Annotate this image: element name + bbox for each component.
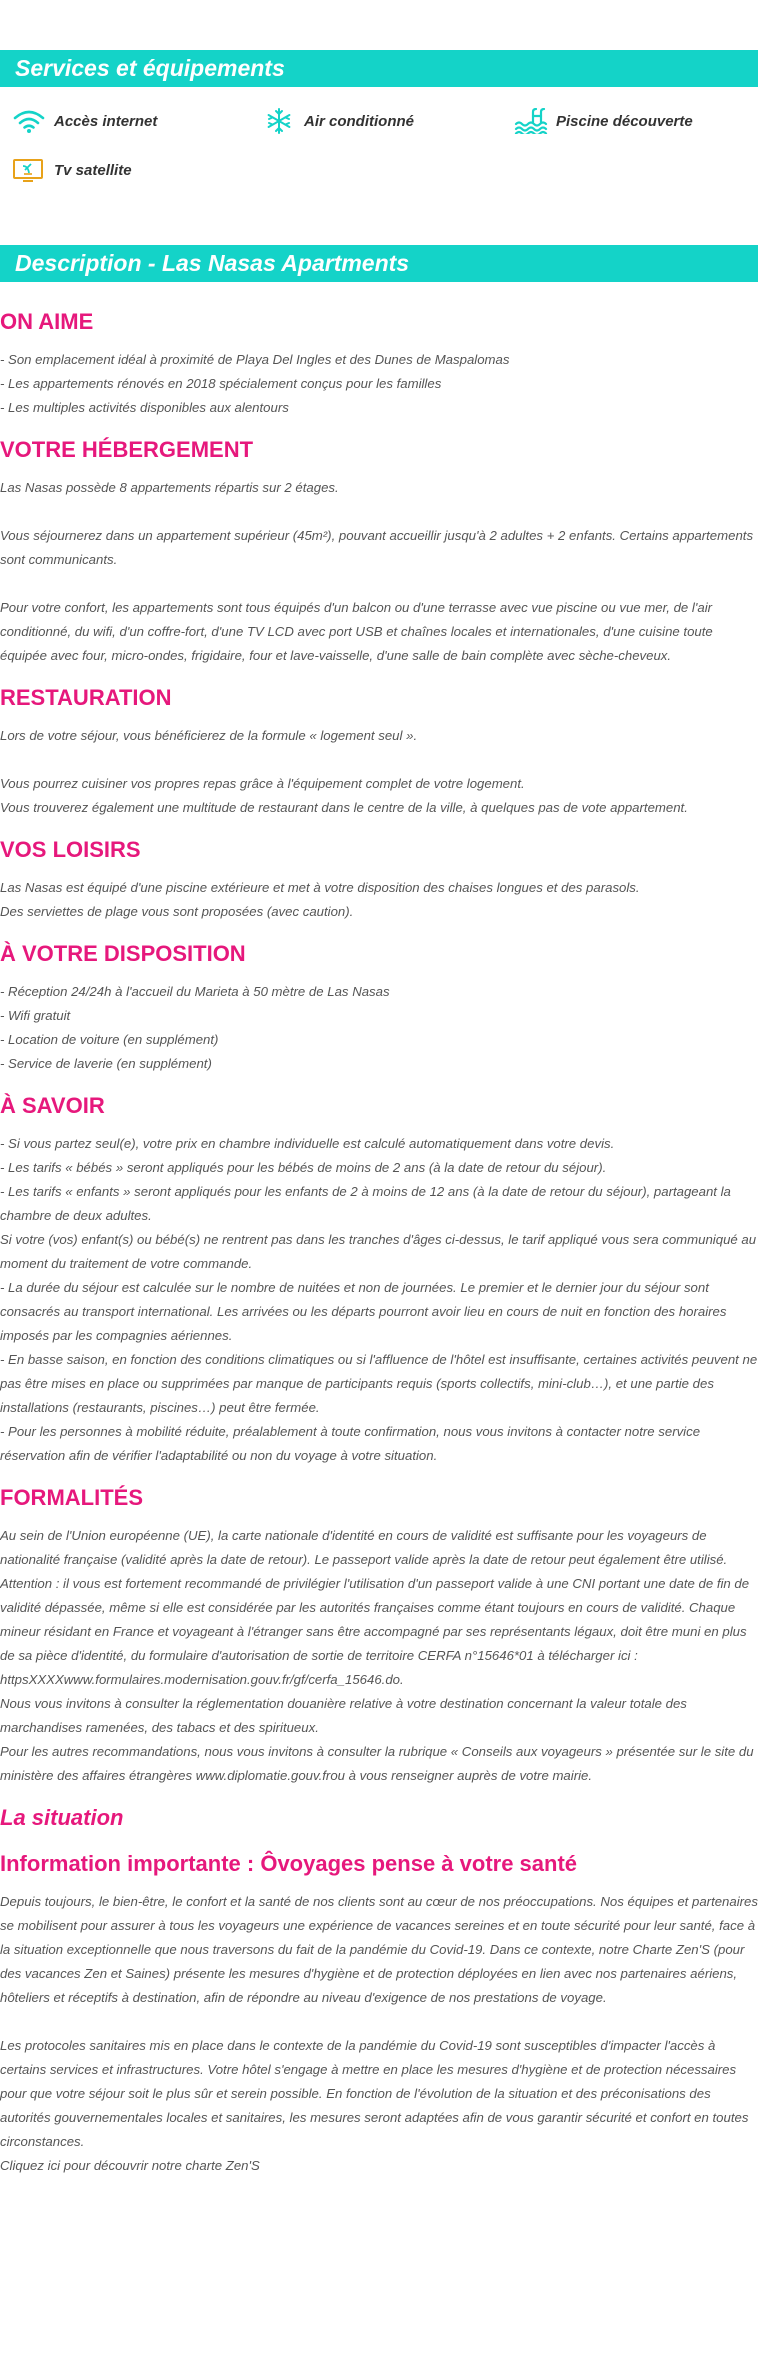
amenity-tv-satellite	[12, 157, 132, 183]
tv-satellite-icon	[12, 157, 46, 183]
disposition-line: - Wifi gratuit	[0, 1008, 71, 1023]
hebergement-paragraph: Las Nasas possède 8 appartements répartis sur 2 étages.	[0, 480, 339, 495]
loisirs-paragraph: Des serviettes de plage vous sont proposées (avec caution).	[0, 904, 354, 919]
section-heading-info-sante: Information importante : Ôvoyages pense à votre santé	[0, 1851, 578, 1876]
section-heading-situation: La situation	[0, 1805, 124, 1830]
info-paragraph: Depuis toujours, le bien-être, le confort et la santé de nos clients sont au cœur de nos préoccupations. Nos équipes et partenaires se mobilisent pour assurer à tous les voyageurs une expérience de vacances sereines et en toute sécurité pour leur santé, face à la situation exceptionnelle que nous traversons du fait de la pandémie du Covid-19. Dans ce contexte, notre Charte Zen'S (pour des vacances Zen et Saines) présente les mesures d'hygiène et de protection déployées en lien avec nos partenaires aériens, hôteliers et réceptifs à destination, afin de répondre au niveau d'exigence de nos prestations de voyage.	[0, 1894, 758, 2005]
description-band	[0, 245, 758, 282]
disposition-line: - Réception 24/24h à l'accueil du Marieta à 50 mètre de Las Nasas	[0, 984, 390, 999]
savoir-line: - Pour les personnes à mobilité réduite, préalablement à toute confirmation, nous vous invitons à contacter notre service réservation afin de vérifier l'adaptabilité ou non du voyage à votre situation.	[0, 1424, 701, 1463]
formalites-paragraph: Pour les autres recommandations, nous vous invitons à consulter la rubrique « Conseils aux voyageurs » présentée sur le site du ministère des affaires étrangères www.diplomatie.gouv.frou à vous renseigner auprès de votre mairie.	[0, 1744, 754, 1783]
disposition-line: - Service de laverie (en supplément)	[0, 1056, 212, 1071]
amenity-pool	[514, 108, 693, 134]
on-aime-line: - Son emplacement idéal à proximité de Playa Del Ingles et des Dunes de Maspalomas	[0, 352, 510, 367]
formalites-paragraph: Au sein de l'Union européenne (UE), la carte nationale d'identité en cours de validité est suffisante pour les voyageurs de nationalité française (validité après la date de retour). Le passeport valide après la date de retour peut également être utilisé. Attention : il vous est fortement recommandé de privilégier l'utilisation d'un passeport valide à une CNI portant une date de fin de validité dépassée, même si elle est considérée par les autorités françaises comme étant toujours en cours de validité. Chaque mineur résidant en France et voyageant à l'étranger sans être accompagné par ses représentants légaux, doit être muni en plus de sa pièce d'identité, du formulaire d'autorisation de sortie de territoire CERFA n°15646*01 à télécharger ici :	[0, 1528, 750, 1663]
description-title: Description - Las Nasas Apartments	[15, 250, 410, 276]
info-paragraph: Les protocoles sanitaires mis en place dans le contexte de la pandémie du Covid-19 sont susceptibles d'impacter l'accès à certains services et infrastructures. Votre hôtel s'engage à mettre en place les mesures d'hygiène et de protection nécessaires pour que votre séjour soit le plus sûr et serein possible. En fonction de l'évolution de la situation et des préconisations des autorités gouvernementales locales et sanitaires, les mesures seront adaptées afin de vous garantir sécurité et confort en toutes circonstances.	[0, 2038, 749, 2149]
restauration-paragraph: Vous trouverez également une multitude de restaurant dans le centre de la ville, à quelques pas de vote appartement.	[0, 800, 688, 815]
amenity-label: Piscine découverte	[556, 112, 693, 130]
services-band	[0, 50, 758, 87]
section-heading-disposition: À VOTRE DISPOSITION	[0, 941, 246, 966]
cerfa-url: httpsXXXXwww.formulaires.modernisation.gouv.fr/gf/cerfa_15646.do.	[0, 1672, 404, 1687]
restauration-paragraph: Vous pourrez cuisiner vos propres repas grâce à l'équipement complet de votre logement.	[0, 776, 525, 791]
hebergement-paragraph: Pour votre confort, les appartements sont tous équipés d'un balcon ou d'une terrasse avec vue piscine ou vue mer, de l'air conditionné, du wifi, d'un coffre-fort, d'une TV LCD avec port USB et chaînes locales et internationales, d'une cuisine toute équipée avec four, micro-ondes, frigidaire, four et lave-vaisselle, d'une salle de bain complète avec sèche-cheveux.	[0, 600, 713, 663]
savoir-line: - Les tarifs « enfants » seront appliqués pour les enfants de 2 à moins de 12 ans (à la date de retour du séjour), partageant la chambre de deux adultes.	[0, 1184, 731, 1223]
section-heading-formalites: FORMALITÉS	[0, 1485, 143, 1510]
restauration-paragraph: Lors de votre séjour, vous bénéficierez de la formule « logement seul ».	[0, 728, 418, 743]
section-heading-loisirs: VOS LOISIRS	[0, 837, 141, 862]
snowflake-icon	[262, 108, 296, 134]
disposition-line: - Location de voiture (en supplément)	[0, 1032, 219, 1047]
savoir-line: - Les tarifs « bébés » seront appliqués pour les bébés de moins de 2 ans (à la date de retour du séjour).	[0, 1160, 607, 1175]
section-heading-savoir: À SAVOIR	[0, 1093, 105, 1118]
amenity-label: Air conditionné	[304, 112, 414, 130]
amenity-label: Tv satellite	[54, 161, 132, 179]
savoir-line: Si votre (vos) enfant(s) ou bébé(s) ne rentrent pas dans les tranches d'âges ci-dessus, le tarif appliqué vous sera communiqué au moment du traitement de votre commande.	[0, 1232, 757, 1271]
on-aime-line: - Les appartements rénovés en 2018 spécialement conçus pour les familles	[0, 376, 442, 391]
savoir-line: - La durée du séjour est calculée sur le nombre de nuitées et non de journées. Le premier et le dernier jour du séjour sont consacrés au transport international. Les arrivées ou les départs pourront avoir lieu en cours de nuit en fonction des horaires imposés par les compagnies aériennes.	[0, 1280, 727, 1343]
section-heading-restauration: RESTAURATION	[0, 685, 172, 710]
hebergement-paragraph: Vous séjournerez dans un appartement supérieur (45m²), pouvant accueillir jusqu'à 2 adultes + 2 enfants. Certains appartements sont communicants.	[0, 528, 754, 567]
formalites-paragraph: Nous vous invitons à consulter la réglementation douanière relative à votre destination concernant la valeur totale des marchandises ramenées, des tabacs et des spiritueux.	[0, 1696, 687, 1735]
wifi-icon	[12, 108, 46, 134]
on-aime-line: - Les multiples activités disponibles aux alentours	[0, 400, 289, 415]
charte-link[interactable]: Cliquez ici pour découvrir notre charte Zen'S	[0, 2158, 260, 2173]
pool-icon	[514, 108, 548, 134]
savoir-line: - Si vous partez seul(e), votre prix en chambre individuelle est calculé automatiquement dans votre devis.	[0, 1136, 615, 1151]
amenity-air-conditioning	[262, 108, 414, 134]
section-heading-on-aime: ON AIME	[0, 309, 94, 334]
section-heading-hebergement: VOTRE HÉBERGEMENT	[0, 437, 254, 462]
savoir-line: - En basse saison, en fonction des conditions climatiques ou si l'affluence de l'hôtel est insuffisante, certaines activités peuvent ne pas être mises en place ou supprimées par manque de participants requis (sports collectifs, mini-club…), et une partie des installations (restaurants, piscines…) peut être fermée.	[0, 1352, 758, 1415]
amenity-label: Accès internet	[54, 112, 158, 130]
description-content	[0, 306, 758, 2178]
services-title: Services et équipements	[15, 55, 285, 81]
amenity-internet	[12, 108, 157, 134]
loisirs-paragraph: Las Nasas est équipé d'une piscine extérieure et met à votre disposition des chaises longues et des parasols.	[0, 880, 640, 895]
